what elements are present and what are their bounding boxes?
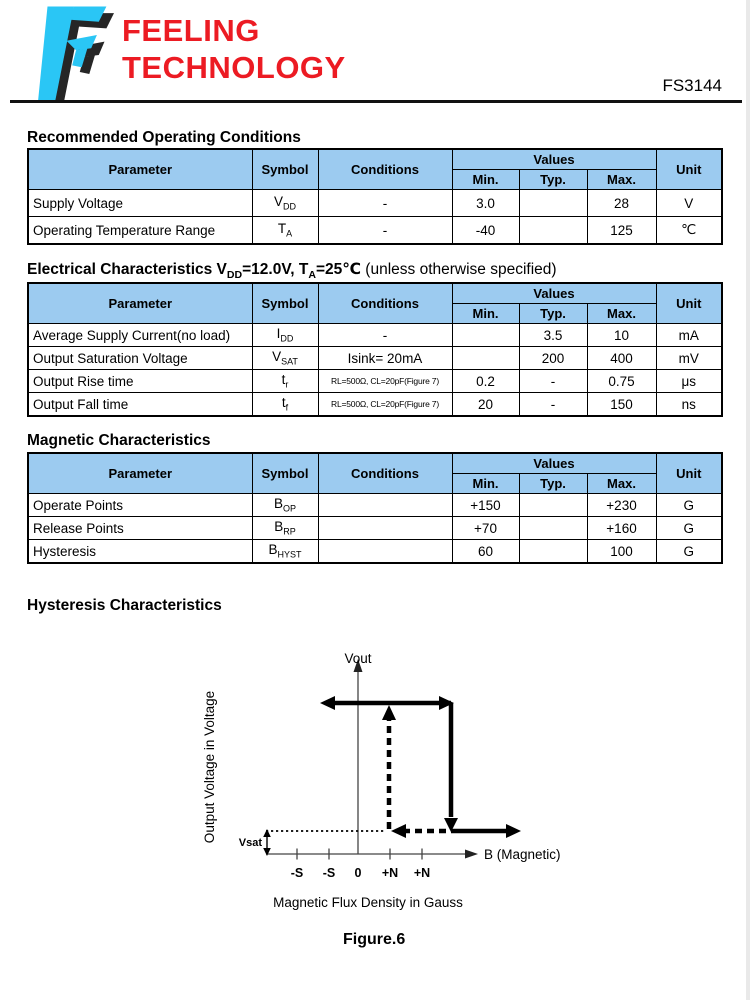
cell-min: +70 bbox=[452, 517, 519, 540]
cell-parameter: Output Saturation Voltage bbox=[28, 347, 252, 370]
tick-label: -S bbox=[322, 866, 336, 880]
table-row bbox=[28, 517, 722, 540]
cell-max: 125 bbox=[587, 217, 656, 245]
x-axis-arrow-icon bbox=[465, 850, 478, 859]
left-arrow-icon bbox=[391, 824, 406, 838]
cell-min: 20 bbox=[452, 393, 519, 417]
cell-unit: G bbox=[656, 494, 722, 517]
cell-unit: G bbox=[656, 540, 722, 564]
cell-unit: ns bbox=[656, 393, 722, 417]
col-header-max: Max. bbox=[587, 304, 656, 324]
col-header-typ: Typ. bbox=[519, 304, 587, 324]
feeling-technology-logo-icon bbox=[38, 6, 114, 102]
section-title-electrical-characteristics: Electrical Characteristics $V_{DD}=12.0V$, $T_A=25℃$ (unless otherwise specified) bbox=[27, 261, 557, 282]
cell-parameter: Average Supply Current(no load) bbox=[28, 324, 252, 347]
cell-max: 100 bbox=[587, 540, 656, 564]
col-header-conditions: Conditions bbox=[318, 453, 452, 494]
col-header-conditions: Conditions bbox=[318, 283, 452, 324]
cell-symbol: $t_r$ bbox=[252, 370, 318, 393]
left-arrow-icon bbox=[320, 696, 335, 710]
cell-max: 400 bbox=[587, 347, 656, 370]
cell-conditions bbox=[318, 540, 452, 564]
up-arrow-icon bbox=[382, 705, 396, 720]
col-header-typ: Typ. bbox=[519, 170, 587, 190]
right-arrow-icon bbox=[506, 824, 521, 838]
col-header-conditions: Conditions bbox=[318, 149, 452, 190]
cell-unit: ℃ bbox=[656, 217, 722, 245]
cell-max: +160 bbox=[587, 517, 656, 540]
col-header-min: Min. bbox=[452, 474, 519, 494]
table-row bbox=[28, 217, 722, 245]
table-row bbox=[28, 190, 722, 217]
recommended-operating-conditions-table bbox=[27, 148, 723, 245]
cell-typ: - bbox=[519, 370, 587, 393]
cell-min: 60 bbox=[452, 540, 519, 564]
cell-symbol: $V_{SAT}$ bbox=[252, 347, 318, 370]
cell-max: 28 bbox=[587, 190, 656, 217]
cell-max: 10 bbox=[587, 324, 656, 347]
table-header-row bbox=[28, 453, 722, 474]
cell-conditions: - bbox=[318, 190, 452, 217]
cell-min bbox=[452, 324, 519, 347]
vsat-label: Vsat bbox=[238, 837, 262, 849]
col-header-typ: Typ. bbox=[519, 474, 587, 494]
brand-name bbox=[122, 12, 346, 86]
cell-typ bbox=[519, 190, 587, 217]
cell-typ bbox=[519, 217, 587, 245]
up-arrow-icon bbox=[263, 829, 271, 837]
col-header-min: Min. bbox=[452, 304, 519, 324]
cell-conditions: - bbox=[318, 324, 452, 347]
tick-label: 0 bbox=[354, 866, 362, 880]
col-header-parameter: Parameter bbox=[28, 149, 252, 190]
cell-unit: mV bbox=[656, 347, 722, 370]
cell-min bbox=[452, 347, 519, 370]
cell-conditions: Isink= 20mA bbox=[318, 347, 452, 370]
brand-line1: FEELING bbox=[122, 13, 260, 48]
table-header-row bbox=[28, 149, 722, 170]
cell-parameter: Supply Voltage bbox=[28, 190, 252, 217]
y-axis-label: Output Voltage in Voltage bbox=[202, 690, 217, 844]
cell-typ: - bbox=[519, 393, 587, 417]
col-header-values: Values bbox=[452, 149, 656, 170]
cell-symbol: $V_{DD}$ bbox=[252, 190, 318, 217]
figure-caption: Figure.6 bbox=[343, 931, 406, 948]
col-header-values: Values bbox=[452, 283, 656, 304]
cell-conditions bbox=[318, 517, 452, 540]
cell-parameter: Output Fall time bbox=[28, 393, 252, 417]
cell-max: 150 bbox=[587, 393, 656, 417]
hysteresis-graph bbox=[190, 645, 730, 920]
cell-unit: μs bbox=[656, 370, 722, 393]
tick-label: +N bbox=[381, 866, 399, 880]
table-row bbox=[28, 370, 722, 393]
cell-parameter: Operate Points bbox=[28, 494, 252, 517]
cell-typ: 200 bbox=[519, 347, 587, 370]
cell-typ bbox=[519, 494, 587, 517]
cell-max: +230 bbox=[587, 494, 656, 517]
col-header-parameter: Parameter bbox=[28, 453, 252, 494]
cell-min: 0.2 bbox=[452, 370, 519, 393]
col-header-max: Max. bbox=[587, 474, 656, 494]
page-edge bbox=[746, 0, 750, 1000]
table-header-row bbox=[28, 283, 722, 304]
cell-parameter: Output Rise time bbox=[28, 370, 252, 393]
tick-label: +N bbox=[413, 866, 431, 880]
table-row bbox=[28, 347, 722, 370]
col-header-max: Max. bbox=[587, 170, 656, 190]
tick-label: -S bbox=[290, 866, 304, 880]
cell-parameter: Hysteresis bbox=[28, 540, 252, 564]
table-row bbox=[28, 540, 722, 564]
col-header-min: Min. bbox=[452, 170, 519, 190]
electrical-characteristics-table bbox=[27, 282, 723, 417]
part-number: FS3144 bbox=[662, 76, 722, 95]
col-header-unit: Unit bbox=[656, 453, 722, 494]
col-header-symbol: Symbol bbox=[252, 283, 318, 324]
cell-unit: G bbox=[656, 517, 722, 540]
cell-parameter: Operating Temperature Range bbox=[28, 217, 252, 245]
cell-max: 0.75 bbox=[587, 370, 656, 393]
cell-conditions: - bbox=[318, 217, 452, 245]
cell-typ: 3.5 bbox=[519, 324, 587, 347]
x-axis-caption: Magnetic Flux Density in Gauss bbox=[273, 895, 463, 910]
section-title-hysteresis-characteristics: Hysteresis Characteristics bbox=[27, 597, 222, 614]
table-row bbox=[28, 494, 722, 517]
cell-symbol: $B_{HYST}$ bbox=[252, 540, 318, 564]
down-arrow-icon bbox=[263, 848, 271, 856]
col-header-unit: Unit bbox=[656, 283, 722, 324]
header-rule bbox=[10, 100, 742, 103]
cell-min: +150 bbox=[452, 494, 519, 517]
table-row bbox=[28, 393, 722, 417]
col-header-values: Values bbox=[452, 453, 656, 474]
table-row bbox=[28, 324, 722, 347]
section-title-magnetic-characteristics: Magnetic Characteristics bbox=[27, 432, 211, 449]
cell-unit: V bbox=[656, 190, 722, 217]
x-axis-label: B (Magnetic) bbox=[484, 847, 561, 862]
cell-parameter: Release Points bbox=[28, 517, 252, 540]
cell-unit: mA bbox=[656, 324, 722, 347]
cell-conditions: RL=500Ω, CL=20pF(Figure 7) bbox=[318, 370, 452, 393]
cell-typ bbox=[519, 540, 587, 564]
vout-label: Vout bbox=[344, 651, 372, 666]
cell-symbol: $t_f$ bbox=[252, 393, 318, 417]
cell-min: 3.0 bbox=[452, 190, 519, 217]
col-header-symbol: Symbol bbox=[252, 149, 318, 190]
cell-symbol: $B_{RP}$ bbox=[252, 517, 318, 540]
cell-conditions: RL=500Ω, CL=20pF(Figure 7) bbox=[318, 393, 452, 417]
cell-symbol: $I_{DD}$ bbox=[252, 324, 318, 347]
section-title-recommended-operating-conditions: Recommended Operating Conditions bbox=[27, 129, 301, 146]
brand-line2: TECHNOLOGY bbox=[122, 50, 346, 85]
cell-symbol: $T_A$ bbox=[252, 217, 318, 245]
col-header-symbol: Symbol bbox=[252, 453, 318, 494]
cell-conditions bbox=[318, 494, 452, 517]
cell-min: -40 bbox=[452, 217, 519, 245]
col-header-parameter: Parameter bbox=[28, 283, 252, 324]
cell-symbol: $B_{OP}$ bbox=[252, 494, 318, 517]
col-header-unit: Unit bbox=[656, 149, 722, 190]
cell-typ bbox=[519, 517, 587, 540]
magnetic-characteristics-table bbox=[27, 452, 723, 564]
